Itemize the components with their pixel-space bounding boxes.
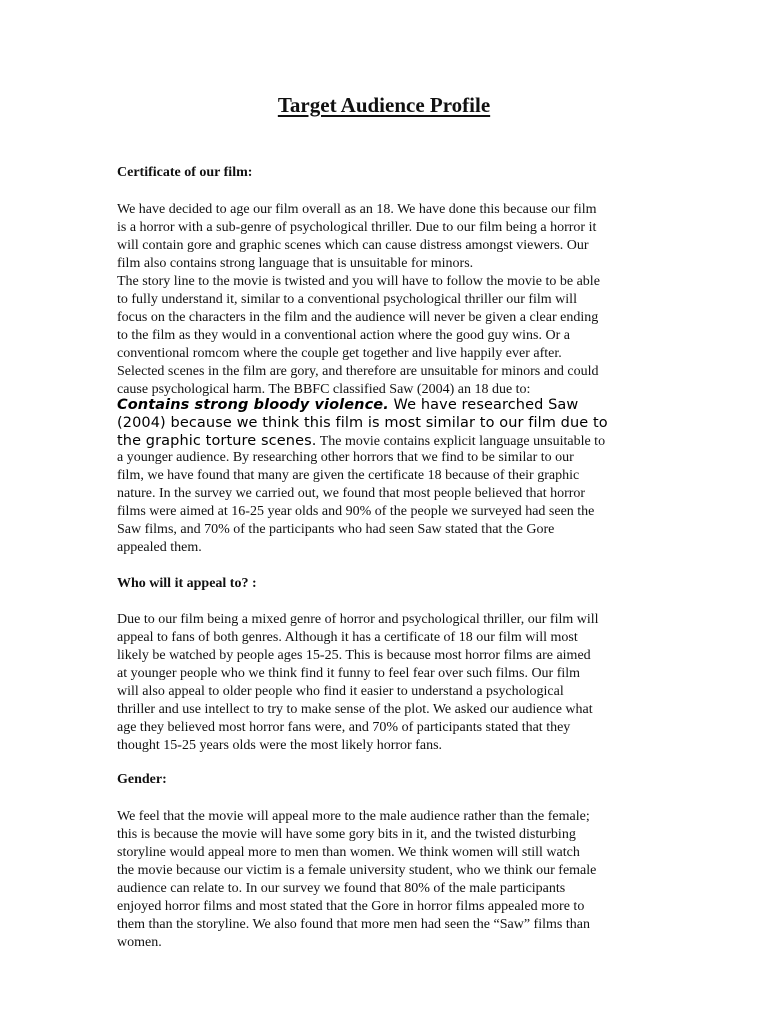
text-line: will also appeal to older people who find it easier to understand a psychological	[117, 684, 564, 699]
text-line: enjoyed horror films and most stated that the Gore in horror films appealed more to	[117, 899, 585, 914]
text-line: to the film as they would in a conventional action where the good guy wins. Or a	[117, 328, 570, 343]
bbfc-quote-block	[117, 396, 608, 450]
certificate-paragraph	[117, 201, 600, 399]
text-line: them than the storyline. We also found that more men had seen the “Saw” films than	[117, 917, 590, 932]
text-line: thriller and use intellect to try to make sense of the plot. We asked our audience what	[117, 702, 593, 717]
text-line: storyline would appeal more to men than women. We think women will still watch	[117, 845, 580, 860]
bbfc-quote: Contains strong bloody violence.	[117, 397, 389, 413]
text-line: is a horror with a sub-genre of psychological thriller. Due to our film being a horror it	[117, 220, 597, 235]
text-line: film, we have found that many are given the certificate 18 because of their graphic	[117, 468, 580, 483]
text-line: appealed them.	[117, 540, 202, 555]
text-line: women.	[117, 935, 162, 950]
appeal-paragraph	[117, 611, 599, 755]
text-line: (2004) because we think this film is most similar to our film due to	[117, 415, 608, 431]
section-heading-certificate: Certificate of our film:	[117, 165, 253, 180]
text-line: to fully understand it, similar to a conventional psychological thriller our film will	[117, 292, 577, 307]
text-line: thought 15-25 years olds were the most likely horror fans.	[117, 738, 443, 753]
gender-paragraph	[117, 808, 596, 952]
text-line: age they believed most horror fans were, and 70% of participants stated that they	[117, 720, 571, 735]
text-line: films were aimed at 16-25 year olds and 90% of the people we surveyed had seen the	[117, 504, 595, 519]
text-line: We have decided to age our film overall as an 18. We have done this because our film	[117, 202, 597, 217]
text-line: audience can relate to. In our survey we found that 80% of the male participants	[117, 881, 566, 896]
text-line: will contain gore and graphic scenes which can cause distress amongst viewers. Our	[117, 238, 589, 253]
text-line: focus on the characters in the film and the audience will never be given a clear ending	[117, 310, 599, 325]
text-line: appeal to fans of both genres. Although it has a certificate of 18 our film will most	[117, 630, 578, 645]
text-line: conventional romcom where the couple get together and live happily ever after.	[117, 346, 562, 361]
text-line: We feel that the movie will appeal more to the male audience rather than the female;	[117, 809, 590, 824]
section-heading-gender: Gender:	[117, 772, 167, 787]
text-line: nature. In the survey we carried out, we found that most people believed that horror	[117, 486, 586, 501]
text-line: this is because the movie will have some gory bits in it, and the twisted disturbing	[117, 827, 576, 842]
text-line: The story line to the movie is twisted and you will have to follow the movie to be able	[117, 274, 600, 289]
text-line: at younger people who we think find it funny to feel fear over such films. Our film	[117, 666, 581, 681]
text-line: Due to our film being a mixed genre of horror and psychological thriller, our film will	[117, 612, 599, 627]
text-line: film also contains strong language that is unsuitable for minors.	[117, 256, 474, 271]
text-line: Selected scenes in the film are gory, and therefore are unsuitable for minors and could	[117, 364, 599, 379]
text-run: We have researched Saw	[388, 397, 579, 413]
text-run: The movie contains explicit language unsuitable to	[316, 434, 606, 449]
text-line: likely be watched by people ages 15-25. This is because most horror films are aimed	[117, 648, 591, 663]
text-line: the movie because our victim is a female university student, who we think our female	[117, 863, 597, 878]
document-title: Target Audience Profile	[277, 93, 491, 117]
certificate-paragraph-cont	[117, 449, 594, 557]
text-run: the graphic torture scenes.	[117, 433, 317, 449]
text-line: a younger audience. By researching other horrors that we find to be similar to our	[117, 450, 574, 465]
text-line: Saw films, and 70% of the participants who had seen Saw stated that the Gore	[117, 522, 555, 537]
section-heading-appeal: Who will it appeal to? :	[117, 576, 257, 591]
text-line: cause psychological harm. The BBFC classified Saw (2004) an 18 due to:	[117, 382, 531, 397]
